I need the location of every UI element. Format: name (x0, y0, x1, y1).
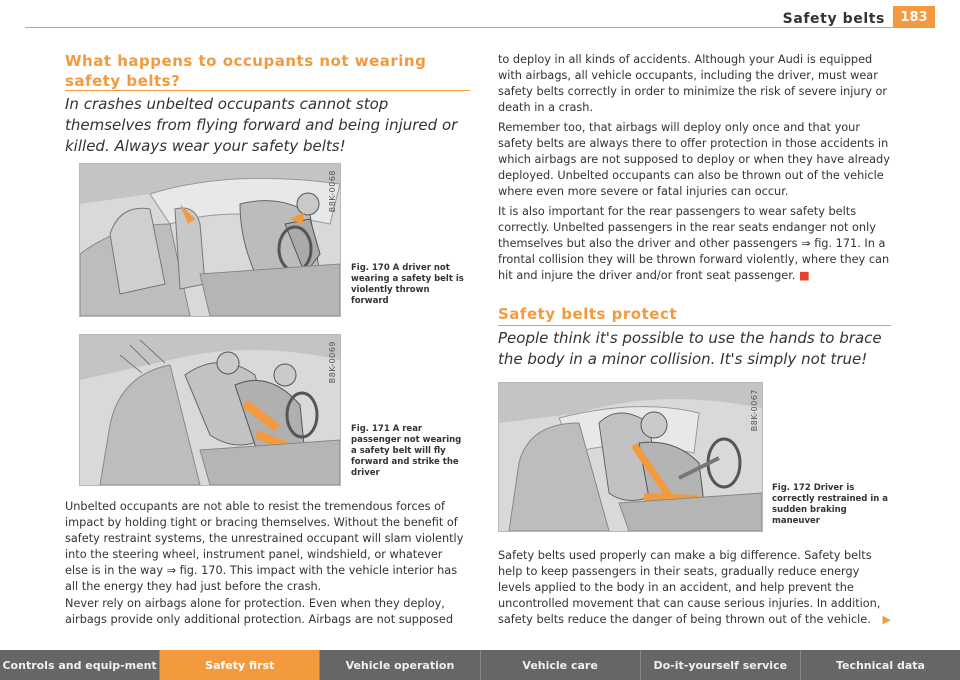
body-paragraph: Remember too, that airbags will deploy only once and that your safety belts are always there to offer protection in those accidents in which airbags are not supposed to deploy or when they have already deployed. Unbelted occupants can also be thrown out of the vehicle where even more severe or fatal injuries can occur. (498, 121, 890, 198)
continue-arrow-icon: ▶ (882, 613, 891, 626)
tab-do-it-yourself-service[interactable]: Do-it-yourself service (641, 650, 801, 680)
body-paragraph: Unbelted occupants are not able to resist the tremendous forces of impact by holding tight or bracing themselves. Without the benefit of safety restraint systems, the unrestrained occupant will slam violently into the steering wheel, instrument panel, windshield, or whatever else is in the way ⇒ fig. 170. This impact with the vehicle interior has all the energy they had just before the crash. (65, 500, 464, 593)
end-mark: ■ (799, 269, 810, 282)
figure-170 (79, 163, 341, 317)
heading-rule (65, 90, 470, 91)
tab-vehicle-operation[interactable]: Vehicle operation (320, 650, 480, 680)
illustration-unbelted-rear-passenger (80, 335, 340, 485)
figure-code: B8K-0068 (328, 170, 337, 213)
body-paragraph (498, 204, 891, 284)
tab-technical-data[interactable]: Technical data (835, 658, 925, 672)
header-rule (25, 27, 935, 28)
paragraph-text: Safety belts used properly can make a big difference. Safety belts help to keep passengers in their seats, gradually reduce energy levels applied to the body in an accident, and help prevent the uncontrolled movement that can cause serious injuries. In addition, safety belts reduce the danger of being thrown out of the vehicle. (498, 549, 881, 626)
tab-vehicle-care[interactable]: Vehicle care (481, 650, 641, 680)
figure-170-caption: Fig. 170 A driver not wearing a safety belt is violently thrown forward (351, 263, 464, 306)
tab-controls-and-equipment[interactable]: Controls and equip-ment (0, 650, 160, 680)
body-paragraph: to deploy in all kinds of accidents. Although your Audi is equipped with airbags, all vehicle occupants, including the driver, must wear safety belts correctly in order to minimize the risk of severe injury or death in a crash. (498, 53, 888, 114)
illustration-unbelted-driver (80, 164, 340, 316)
chapter-tabs (0, 650, 960, 680)
body-paragraph: Never rely on airbags alone for protection. Even when they deploy, airbags provide only additional protection. Airbags are not supposed (65, 597, 454, 626)
body-paragraph (498, 548, 891, 628)
figure-172-caption: Fig. 172 Driver is correctly restrained in a sudden braking maneuver (772, 483, 888, 526)
heading-rule (498, 325, 891, 326)
section-title: Safety belts (782, 11, 885, 27)
figure-code: B8K-0067 (750, 389, 759, 432)
page-number: 183 (893, 6, 935, 28)
figure-171-caption: Fig. 171 A rear passenger not wearing a safety belt will fly forward and strike the driver (351, 424, 462, 478)
figure-171 (79, 334, 341, 486)
paragraph-text: It is also important for the rear passengers to wear safety belts correctly. Unbelted passengers in the rear seats endanger not only themselves but also the driver and other passengers ⇒ fig. 171. In a frontal collision they will be thrown forward violently, where they can hit and injure the driver and/or front seat passenger. (498, 205, 890, 282)
figure-code: B8K-0069 (328, 341, 337, 384)
lead-text: People think it's possible to use the hands to brace the body in a minor collision. It's simply not true! (498, 329, 882, 368)
illustration-belted-driver (499, 383, 762, 531)
section-heading: What happens to occupants not wearing safety belts? (65, 52, 427, 90)
section-heading: Safety belts protect (498, 305, 678, 323)
tab-safety-first[interactable]: Safety first (160, 650, 320, 680)
lead-text: In crashes unbelted occupants cannot stop themselves from flying forward and being injured or killed. Always wear your safety belts! (65, 95, 458, 155)
figure-172 (498, 382, 763, 532)
